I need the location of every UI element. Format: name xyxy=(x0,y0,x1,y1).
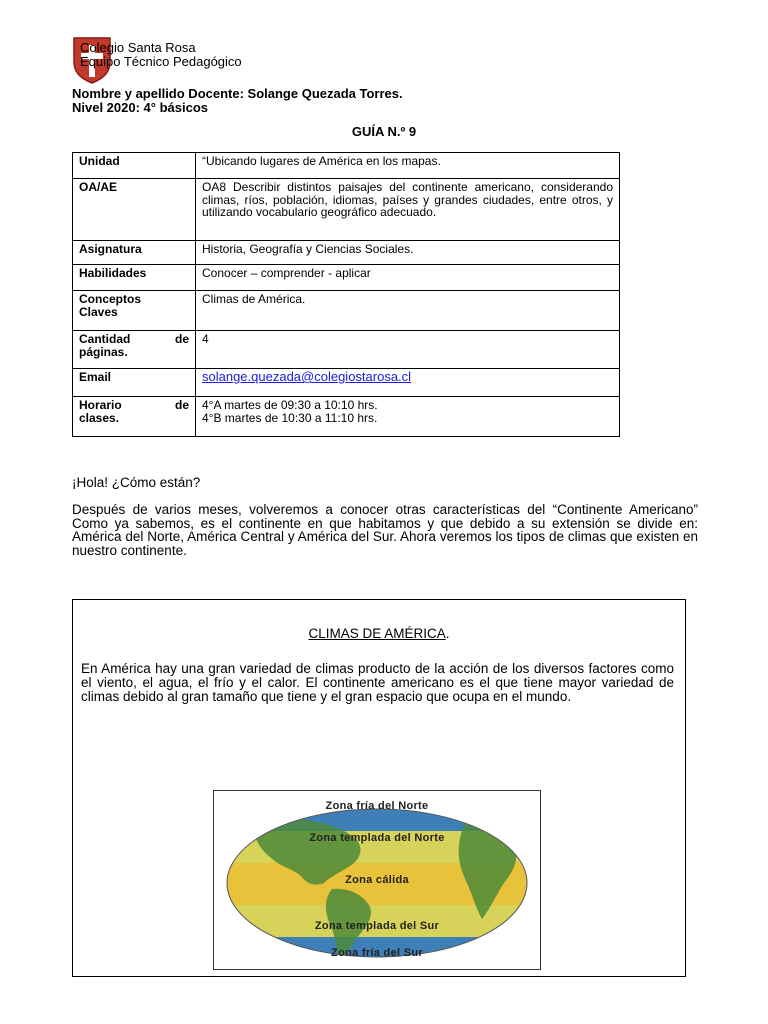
label-unidad: Unidad xyxy=(73,153,196,179)
schedule-4b: 4°B martes de 10:30 a 11:10 hrs. xyxy=(202,410,378,425)
label-temperate-south: Zona templada del Sur xyxy=(314,920,440,932)
label-oa: OA/AE xyxy=(73,179,196,241)
table-row xyxy=(73,369,620,397)
value-unidad: “Ubicando lugares de América en los mapas. xyxy=(196,153,620,179)
table-row xyxy=(73,241,620,265)
table-row xyxy=(73,179,620,241)
label-temperate-north: Zona templada del Norte xyxy=(309,832,445,844)
label-warm: Zona cálida xyxy=(345,874,409,886)
schedule-4a: 4°A martes de 09:30 a 10:10 hrs. xyxy=(202,398,378,412)
table-row xyxy=(73,153,620,179)
label-habilidades: Habilidades xyxy=(73,265,196,291)
table-row xyxy=(73,331,620,369)
value-oa: OA8 Describir distintos paisajes del continente americano, considerando climas, ríos, población, idiomas, países y grandes ciudades, entre otros, y utilizando vocabulario geográfico adecuado. xyxy=(196,179,620,241)
box-title xyxy=(73,626,685,641)
label-cold-south: Zona fría del Sur xyxy=(331,947,423,959)
value-asignatura: Historia, Geografía y Ciencias Sociales. xyxy=(196,241,620,265)
label-conceptos-line2: Claves xyxy=(79,304,118,319)
label-cold-north: Zona fría del Norte xyxy=(325,800,429,812)
box-title-text: CLIMAS DE AMÉRICA xyxy=(308,626,446,641)
value-email xyxy=(196,369,620,397)
value-habilidades: Conocer – comprender - aplicar xyxy=(196,265,620,291)
label-cantidad-line1 xyxy=(79,333,189,346)
department-name: Equipo Técnico Pedagógico xyxy=(80,54,242,69)
climates-box xyxy=(72,599,686,977)
label-horario-line1 xyxy=(79,399,189,412)
label-cantidad xyxy=(73,331,196,369)
label-cantidad-line2: páginas. xyxy=(79,344,128,359)
table-row xyxy=(73,291,620,331)
label-horario-word1: Horario xyxy=(79,398,122,412)
climate-zones-map xyxy=(213,790,541,970)
label-cantidad-word2: de xyxy=(174,332,189,346)
info-table xyxy=(72,152,620,437)
label-email: Email xyxy=(73,369,196,397)
course-level: Nivel 2020: 4° básicos xyxy=(72,100,208,115)
email-link[interactable]: solange.quezada@colegiostarosa.cl xyxy=(202,369,412,384)
intro-paragraph: Después de varios meses, volveremos a conocer otras características del “Continente Americano” Como ya sabemos, es el continente en que habitamos y que debido a su extensión se divide en: América del Norte, América Central y América del Sur. Ahora veremos los tipos de climas que existen en nuestro continente. xyxy=(72,502,698,558)
table-row xyxy=(73,397,620,437)
label-conceptos-line1: Conceptos xyxy=(79,292,142,306)
label-horario xyxy=(73,397,196,437)
teacher-name: Nombre y apellido Docente: Solange Quezada Torres. xyxy=(72,86,403,101)
label-cantidad-word1: Cantidad xyxy=(79,332,131,346)
greeting: ¡Hola! ¿Cómo están? xyxy=(72,475,201,490)
label-horario-word2: de xyxy=(174,398,189,412)
guide-title: GUÍA N.º 9 xyxy=(351,124,417,139)
label-horario-line2: clases. xyxy=(79,410,120,425)
table-row xyxy=(73,265,620,291)
value-conceptos: Climas de América. xyxy=(196,291,620,331)
box-paragraph: En América hay una gran variedad de climas producto de la acción de los diversos factores como el viento, el agua, el frío y el calor. El continente americano es el que tiene mayor variedad de climas debido al gran tamaño que tiene y el gran espacio que ocupa en el mundo. xyxy=(81,661,674,704)
value-cantidad: 4 xyxy=(196,331,620,369)
box-title-period: . xyxy=(445,626,450,641)
label-conceptos xyxy=(73,291,196,331)
school-name: Colegio Santa Rosa xyxy=(80,40,196,55)
label-asignatura: Asignatura xyxy=(73,241,196,265)
value-horario xyxy=(196,397,620,437)
